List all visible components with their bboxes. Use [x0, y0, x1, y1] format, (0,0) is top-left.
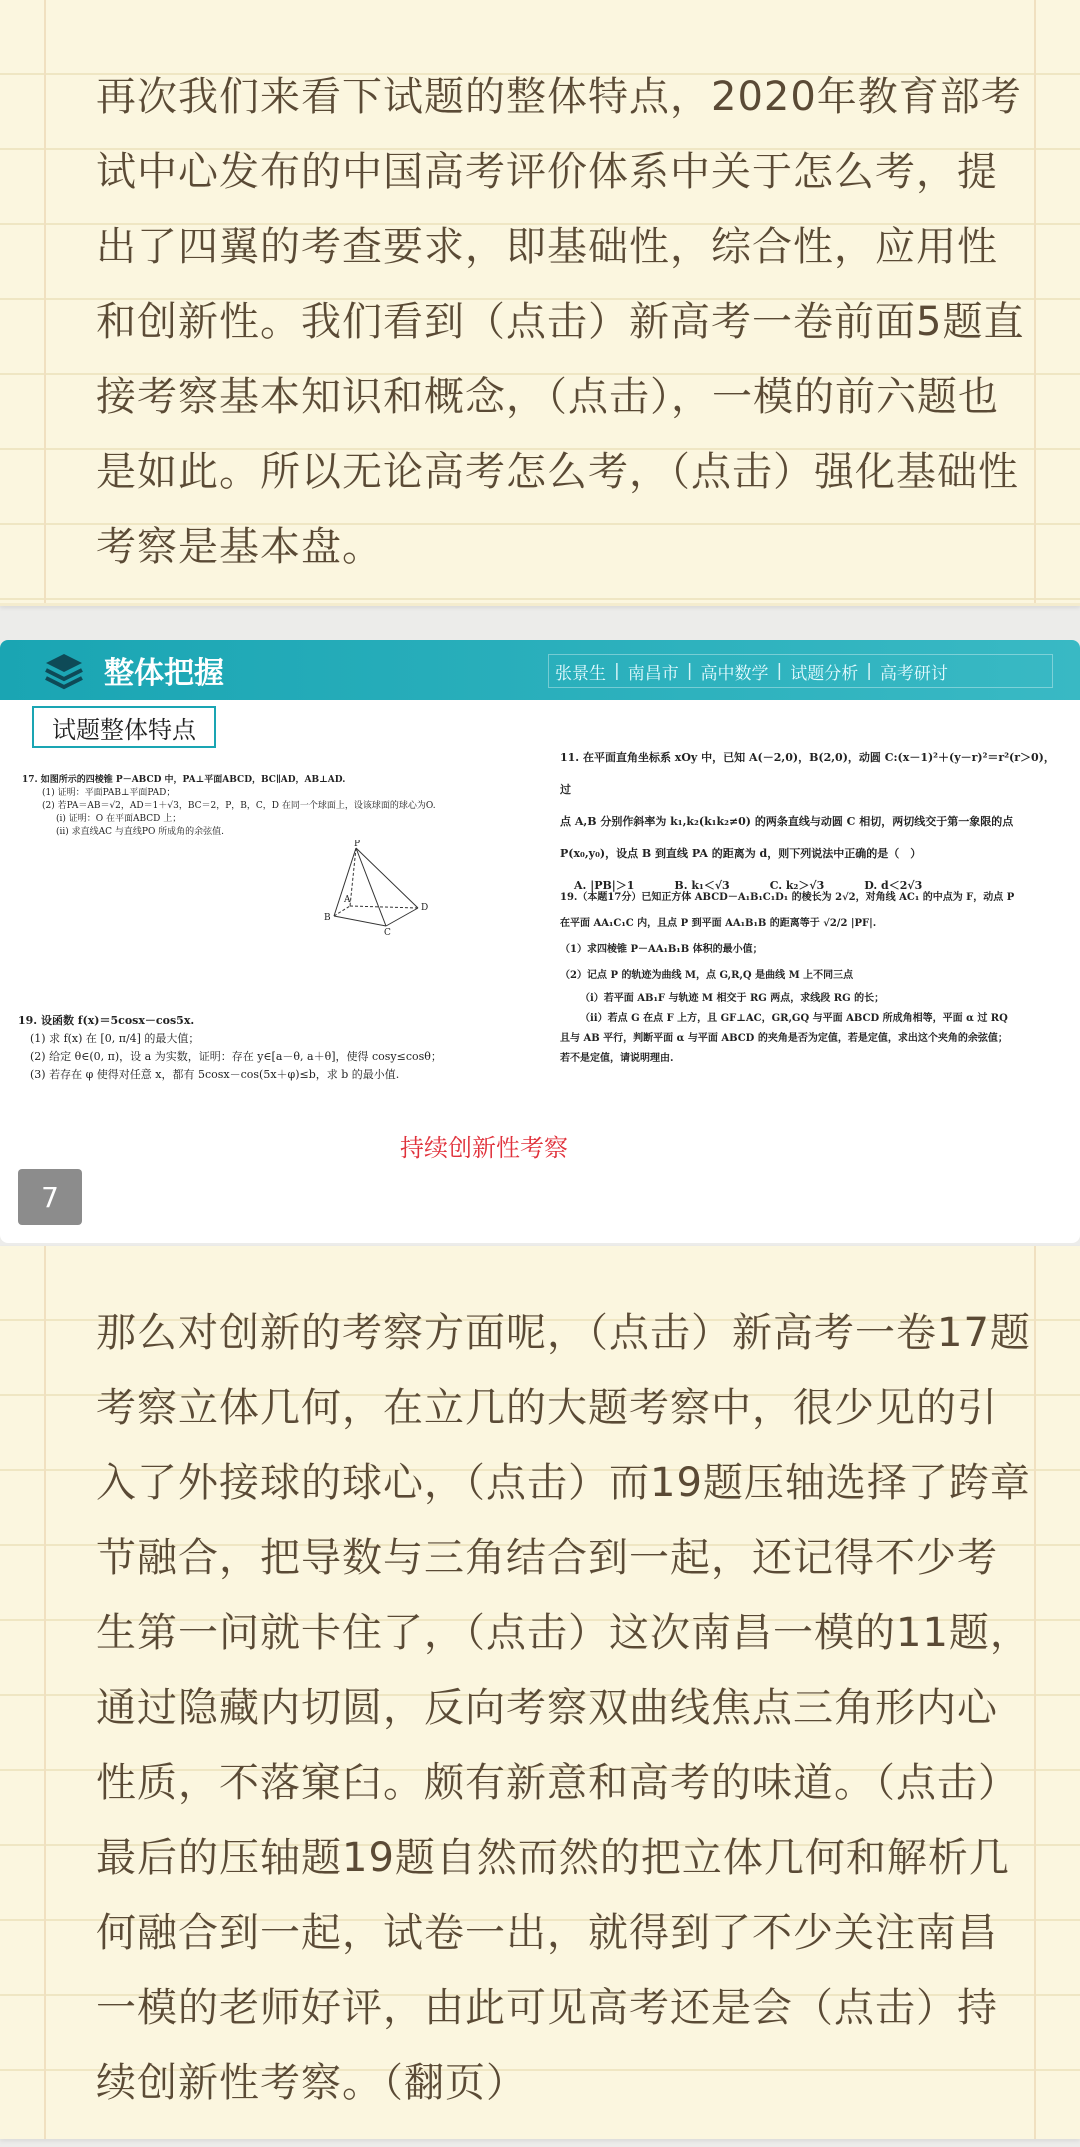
layers-icon [42, 650, 86, 692]
bottom-note-card [0, 1246, 1080, 2139]
banner-tag: 高中数学 [700, 663, 769, 684]
problem-11-question: 11. 在平面直角坐标系 xOy 中，已知 A(－2,0)，B(2,0)，动圆 C:(x－1)²＋(y－r)²＝r²(r＞0)，过 [560, 751, 1055, 796]
problem-19-right-line: 若不是定值，请说明理由. [560, 1053, 674, 1064]
problem-19-right-line: （2）记点 P 的轨迹为曲线 M，点 G,R,Q 是曲线 M 上不同三点 [560, 970, 854, 981]
problem-17-question: 17. 如图所示的四棱锥 P－ABCD 中，PA⊥平面ABCD，BC∥AD，AB⊥AD. [22, 775, 346, 785]
problem-11-line: 点 A,B 分别作斜率为 k₁,k₂(k₁k₂≠0) 的两条直线与动圆 C 相切，两切线交于第一象限的点 [560, 815, 1014, 828]
banner-tag: 南昌市 [627, 663, 679, 684]
problem-19-right-line: （1）求四棱锥 P－AA₁B₁B 体积的最小值； [560, 944, 763, 955]
problem-19-right-question: 19.（本题17分）已知正方体 ABCD－A₁B₁C₁D₁ 的棱长为 2√2，对角线 AC₁ 的中点为 F，动点 P [560, 892, 1015, 903]
problem-11-line: P(x₀,y₀)，设点 B 到直线 PA 的距离为 d，则下列说法中正确的是（ ） [560, 847, 922, 860]
slide-banner [0, 640, 1080, 700]
problem-19-left-part: (2) 给定 θ∈(0, π)，设 a 为实数，证明：存在 y∈[a－θ, a＋θ]，使得 cosy≤cosθ； [30, 1050, 442, 1063]
banner-tags: 张景生 | 南昌市 | 高中数学 | 试题分析 | 高考研讨 [548, 654, 1053, 688]
problem-19-left-part: (3) 若存在 φ 使得对任意 x，都有 5cosx－cos(5x＋φ)≤b，求 b 的最小值. [30, 1068, 400, 1081]
banner-tag: 高考研讨 [879, 663, 948, 684]
problem-19-left-part: (1) 求 f(x) 在 [0, π/4] 的最大值； [30, 1032, 200, 1045]
figure-label: D [421, 903, 429, 913]
problem-19-left-question: 19. 设函数 f(x)＝5cosx－cos5x. [18, 1014, 195, 1027]
option: D. d＜2√3 [864, 879, 923, 892]
banner-tag: 张景生 [555, 663, 606, 684]
top-note-text: 再次我们来看下试题的整体特点，2020年教育部考试中心发布的中国高考评价体系中关于怎么考，提出了四翼的考查要求，即基础性，综合性，应用性和创新性。我们看到（点击）新高考一卷前面5题直接考察基本知识和概念，（点击），一模的前六题也是如此。所以无论高考怎么考，（点击）强化基础性考察是基本盘。 [96, 74, 1025, 570]
problem-17 [22, 774, 542, 839]
figure-label: P [354, 840, 361, 849]
top-note-card [0, 0, 1080, 606]
problem-17-part: (ii) 求直线AC 与直线PO 所成角的余弦值. [56, 827, 225, 837]
problem-17-part: (1) 证明：平面PAB⊥平面PAD； [42, 788, 176, 798]
option: A. |PB|＞1 [574, 879, 635, 892]
option: B. k₁＜√3 [674, 879, 730, 892]
figure-label: A [344, 895, 351, 905]
slide-subtitle: 试题整体特点 [32, 706, 216, 748]
figure-label: C [384, 928, 391, 936]
problem-19-right-line: （ⅰ）若平面 AB₁F 与轨迹 M 相交于 RG 两点，求线段 RG 的长； [580, 993, 885, 1004]
problem-11 [560, 742, 1060, 902]
pyramid-figure [320, 840, 440, 936]
problem-19-right-line: （ⅱ）若点 G 在点 F 上方，且 GF⊥AC，GR,GQ 与平面 ABCD 所成角相等，平面 α 过 RQ [580, 1013, 1008, 1024]
problem-19-right [560, 885, 1060, 1069]
problem-17-part: (2) 若PA＝AB＝√2，AD＝1＋√3，BC＝2，P，B，C，D 在同一个球面上，设该球面的球心为O. [42, 801, 436, 811]
option: C. k₂＞√3 [769, 879, 825, 892]
problem-17-part: (i) 证明：O 在平面ABCD 上； [56, 814, 182, 824]
figure-label: B [324, 913, 331, 923]
problem-19-left [18, 1012, 538, 1084]
banner-title: 整体把握 [104, 656, 224, 691]
banner-tag: 试题分析 [790, 663, 859, 684]
page-number-badge: 7 [18, 1169, 82, 1225]
slide-caption: 持续创新性考察 [400, 1134, 568, 1162]
problem-19-right-line: 且与 AB 平行，判断平面 α 与平面 ABCD 的夹角是否为定值，若是定值，求出这个夹角的余弦值； [560, 1033, 1008, 1044]
slide-image [0, 640, 1080, 1243]
problem-19-right-line: 在平面 AA₁C₁C 内，且点 P 到平面 AA₁B₁B 的距离等于 √2/2 |PF|. [560, 918, 877, 929]
bottom-note-text: 那么对创新的考察方面呢，（点击）新高考一卷17题考察立体几何，在立几的大题考察中，很少见的引入了外接球的球心，（点击）而19题压轴选择了跨章节融合，把导数与三角结合到一起，还记得不少考生第一问就卡住了，（点击）这次南昌一模的11题，通过隐藏内切圆，反向考察双曲线焦点三角形内心性质，不落窠臼。颇有新意和高考的味道。（点击）最后的压轴题19题自然而然的把立体几何和解析几何融合到一起，试卷一出，就得到了不少关注南昌一模的老师好评，由此可见高考还是会（点击）持续创新性考察。（翻页） [96, 1310, 1031, 2106]
